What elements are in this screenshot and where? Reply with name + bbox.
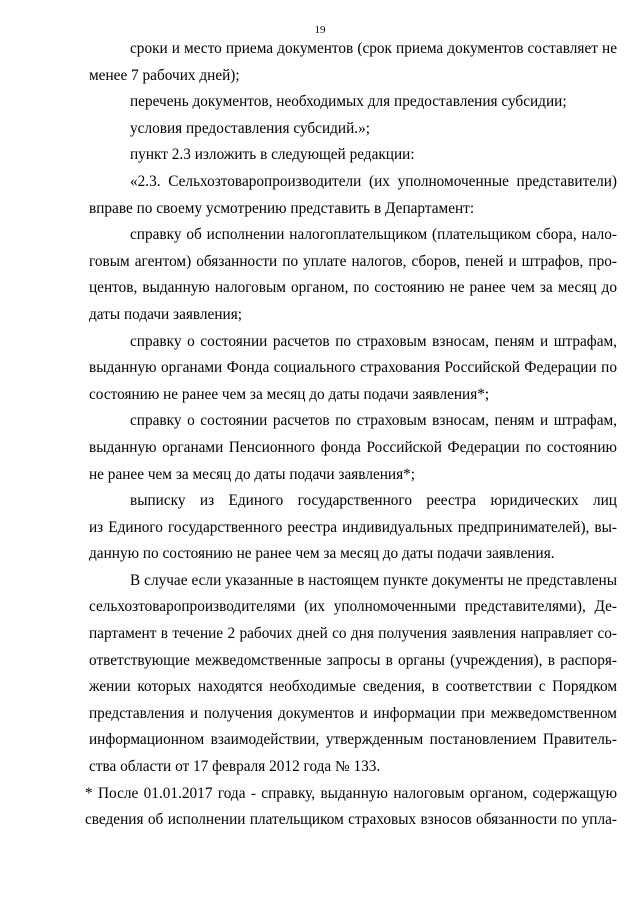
text-line: говым агентом) обязанности по уплате налогов, сборов, пеней и штрафов, про- [89,252,617,270]
text-line: В случае если указанные в настоящем пункте документы не представлены [130,571,617,589]
text-line: пункт 2.3 изложить в следующей редакции: [130,146,415,164]
text-line: ответствующие межведомственные запросы в органы (учреждения), в распоря- [89,651,617,669]
text-line: из Единого государственного реестра индивидуальных предпринимателей), вы- [89,518,617,536]
text-line: центов, выданную налоговым органом, по состоянию не ранее чем за месяц до [89,279,617,297]
text-line: справку об исполнении налогоплательщиком (плательщиком сбора, нало- [130,226,617,244]
text-line: справку о состоянии расчетов по страховым взносам, пеням и штрафам, [130,412,617,430]
text-line: даты подачи заявления; [89,305,242,323]
text-line: представления и получения документов и информации при межведомственном [89,704,617,722]
text-line: справку о состоянии расчетов по страховым взносам, пеням и штрафам, [130,332,617,350]
text-line: выписку из Единого государственного реестра юридических лиц [130,492,617,510]
footnote-line: сведения об исполнении плательщиком страховых взносов обязанности по упла- [85,811,617,829]
text-line: ства области от 17 февраля 2012 года № 133. [89,758,381,776]
text-line: сельхозтоваропроизводителями (их уполномоченными представителями), Де- [89,598,617,616]
text-line: данную по состоянию не ранее чем за месяц до даты подачи заявления. [89,545,555,563]
text-line: перечень документов, необходимых для предоставления субсидии; [130,93,567,111]
text-line: условия предоставления субсидий.»; [130,119,371,137]
text-line: жении которых находятся необходимые сведения, в соответствии с Порядком [89,678,617,696]
text-line: не ранее чем за месяц до даты подачи заявления*; [89,465,416,483]
text-line: вправе по своему усмотрению представить в Департамент: [89,199,475,217]
footnote-line: * После 01.01.2017 года - справку, выданную налоговым органом, содержащую [85,784,617,802]
text-line: выданную органами Пенсионного фонда Российской Федерации по состоянию [89,438,617,456]
text-line: информационном взаимодействии, утвержденным постановлением Правитель- [89,731,617,749]
text-line: сроки и место приема документов (срок приема документов составляет не [130,40,617,57]
text-line: выданную органами Фонда социального страхования Российской Федерации по [89,359,617,377]
text-line: «2.3. Сельхозтоваропроизводители (их уполномоченные представители) [130,172,617,190]
text-line: партамент в течение 2 рабочих дней со дня получения заявления направляет со- [89,625,617,643]
page-number: 19 [314,24,326,36]
document-body [85,36,617,834]
text-line: менее 7 рабочих дней); [89,66,240,84]
text-line: состоянию не ранее чем за месяц до даты подачи заявления*; [89,385,490,403]
